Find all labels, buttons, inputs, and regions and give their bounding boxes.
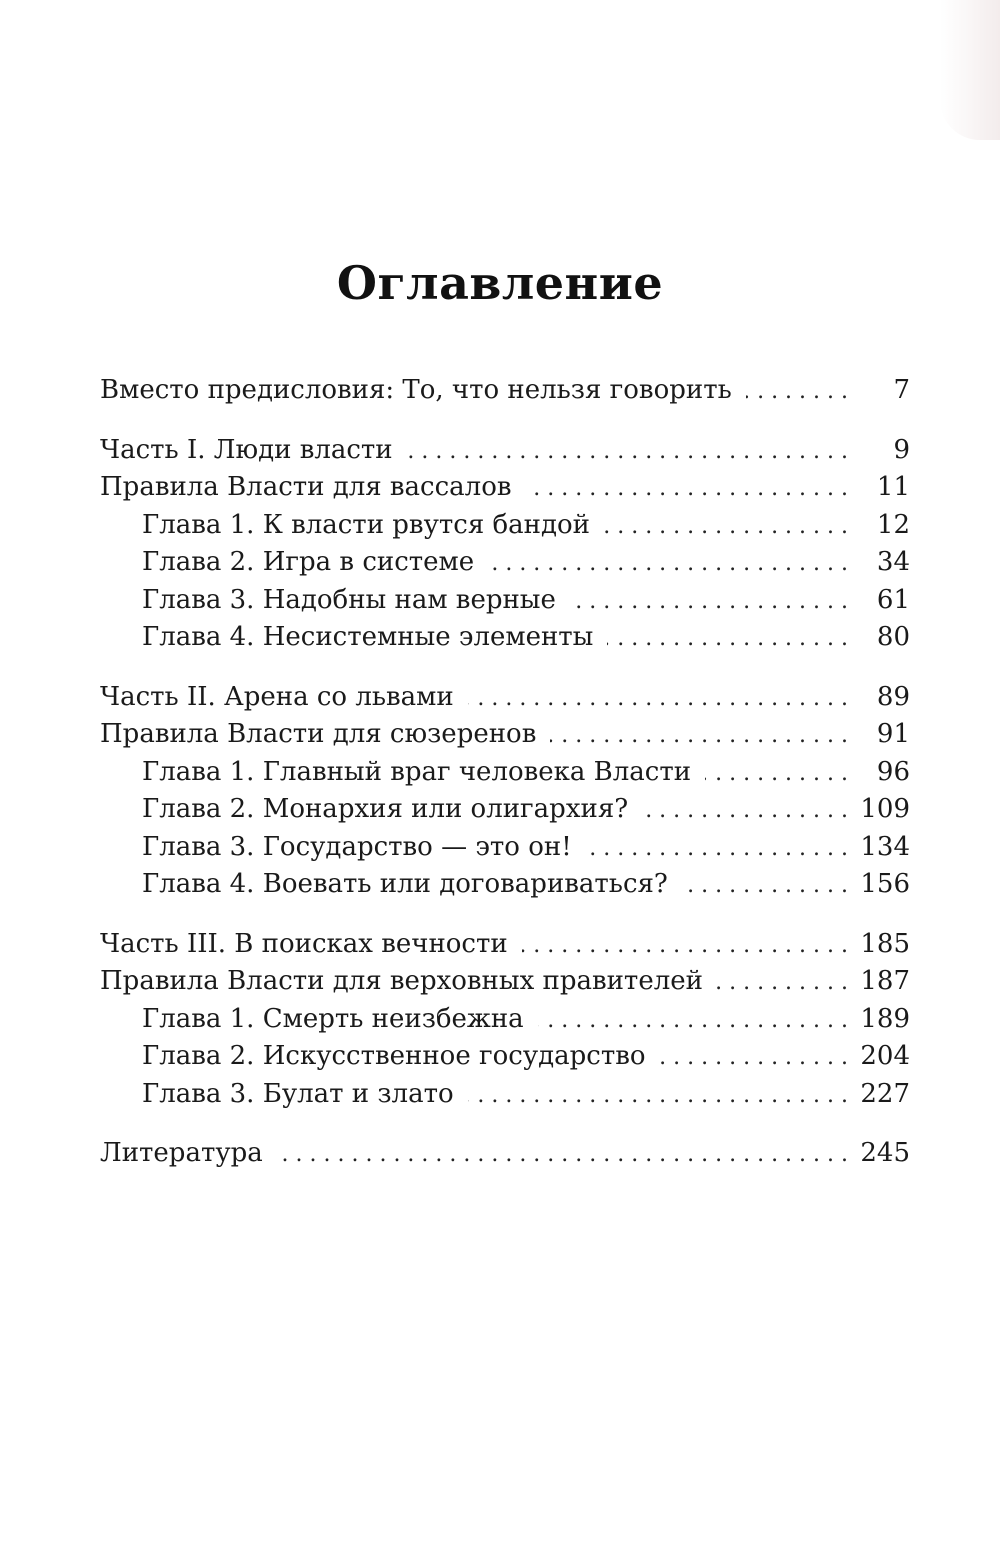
toc-chapter-entry — [100, 791, 910, 829]
toc-page-number: 34 — [876, 547, 910, 577]
toc-chapter-entry — [100, 582, 910, 620]
toc-page-number: 185 — [860, 928, 910, 959]
dot-leader — [538, 1002, 848, 1040]
toc-page-number: 189 — [860, 1003, 910, 1034]
toc-page-number: 96 — [876, 756, 910, 787]
toc-section-entry — [100, 469, 910, 507]
toc-entry-label: Глава 2. Искусственное государство — [142, 1041, 646, 1071]
toc-entry-label: Глава 1. Смерть неизбежна — [142, 1003, 524, 1034]
toc-page-number: 61 — [876, 584, 910, 615]
toc-chapter-entry — [100, 507, 910, 545]
toc-entry-label: Часть I. Люди власти — [100, 434, 393, 465]
toc-page-number: 227 — [860, 1078, 910, 1109]
table-of-contents — [100, 372, 910, 1173]
page-title: Оглавление — [336, 255, 664, 310]
toc-chapter-entry — [100, 866, 910, 904]
dot-leader — [570, 583, 848, 621]
toc-page-number: 109 — [860, 794, 910, 824]
toc-section-entry — [100, 432, 910, 470]
dot-leader — [682, 867, 848, 905]
dot-leader — [607, 620, 848, 658]
toc-entry-label: Правила Власти для верховных правителей — [100, 966, 703, 996]
dot-leader — [604, 508, 848, 546]
toc-section-entry — [100, 926, 910, 964]
dot-leader — [468, 680, 848, 718]
toc-section-entry — [100, 716, 910, 754]
toc-section-entry — [100, 372, 910, 410]
toc-section-entry — [100, 679, 910, 717]
toc-chapter-entry — [100, 1076, 910, 1114]
toc-entry-label: Глава 3. Государство — это он! — [142, 831, 572, 862]
dot-leader — [705, 755, 848, 793]
dot-leader — [586, 830, 848, 868]
toc-chapter-entry — [100, 544, 910, 582]
toc-chapter-entry — [100, 619, 910, 657]
dot-leader — [277, 1136, 848, 1174]
toc-section-entry — [100, 963, 910, 1001]
dot-leader — [526, 470, 849, 508]
dot-leader — [746, 373, 848, 411]
toc-entry-label: Глава 4. Воевать или договариваться? — [142, 869, 668, 899]
toc-entry-label: Глава 3. Надобны нам верные — [142, 584, 556, 615]
toc-page-number: 80 — [876, 622, 910, 652]
dot-leader — [642, 792, 848, 830]
toc-entry-label: Глава 3. Булат и злато — [142, 1078, 454, 1109]
toc-chapter-entry — [100, 754, 910, 792]
dot-leader — [550, 717, 848, 755]
toc-page-number: 89 — [876, 681, 910, 712]
toc-entry-label: Вместо предисловия: То, что нельзя говорить — [100, 375, 732, 405]
toc-chapter-entry — [100, 1001, 910, 1039]
page-corner-shadow — [940, 0, 1000, 140]
toc-page-number: 245 — [860, 1138, 910, 1168]
toc-chapter-entry — [100, 829, 910, 867]
dot-leader — [468, 1077, 848, 1115]
dot-leader — [660, 1039, 848, 1077]
toc-page-number: 11 — [876, 472, 910, 502]
toc-page-number: 91 — [876, 719, 910, 749]
toc-entry-label: Литература — [100, 1138, 263, 1168]
toc-entry-label: Глава 1. Главный враг человека Власти — [142, 756, 692, 787]
toc-entry-label: Часть III. В поисках вечности — [100, 928, 508, 959]
dot-leader — [717, 964, 848, 1002]
toc-page-number: 7 — [893, 375, 910, 405]
toc-entry-label: Глава 4. Несистемные элементы — [142, 622, 594, 652]
toc-page-number: 134 — [860, 831, 910, 862]
toc-entry-label: Правила Власти для сюзеренов — [100, 719, 537, 749]
toc-entry-label: Глава 1. К власти рвутся бандой — [142, 509, 590, 540]
toc-entry-label: Часть II. Арена со львами — [100, 681, 454, 712]
toc-entry-label: Глава 2. Монархия или олигархия? — [142, 794, 629, 824]
dot-leader — [407, 433, 848, 471]
toc-entry-label: Глава 2. Игра в системе — [142, 547, 475, 577]
toc-section-entry — [100, 1135, 910, 1173]
toc-page-number: 9 — [893, 434, 910, 465]
toc-page-number: 187 — [860, 966, 910, 996]
toc-page-number: 12 — [876, 509, 910, 540]
toc-chapter-entry — [100, 1038, 910, 1076]
toc-entry-label: Правила Власти для вассалов — [100, 472, 512, 502]
toc-page-number: 204 — [860, 1041, 910, 1071]
dot-leader — [522, 927, 848, 965]
dot-leader — [488, 545, 848, 583]
toc-page-number: 156 — [860, 869, 910, 899]
